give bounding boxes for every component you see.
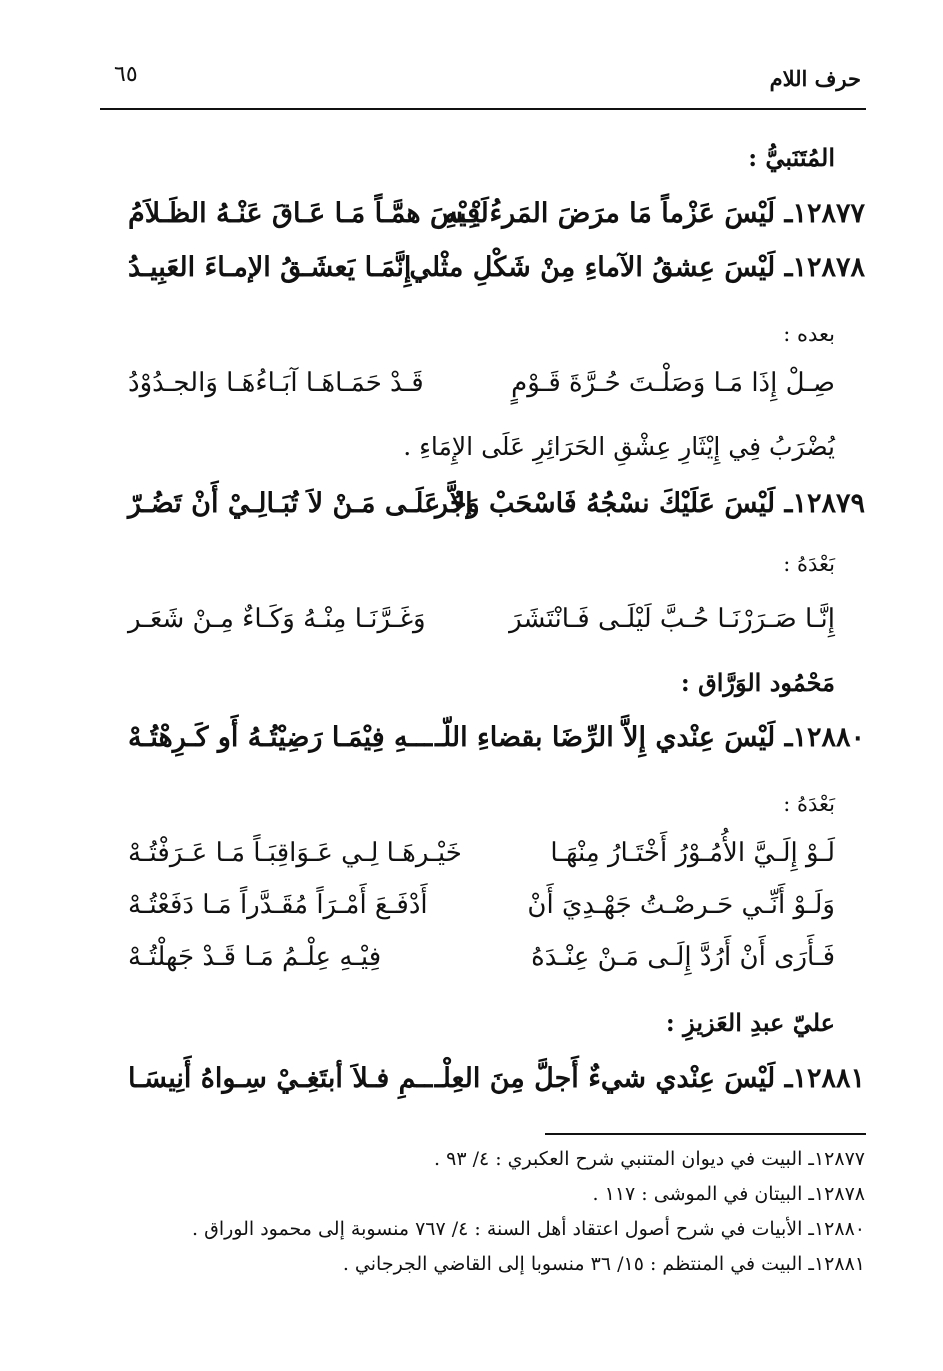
verse-12880-second-hemistich: ـــهِ فِيْمَـا رَضِيْتُـهُ أَو كَـرِهْتُـهْ: [128, 722, 433, 753]
verse-12878-second-hemistich: إِنَّمَـا يَعشَـقُ الإمـاءَ العَبِيـدُ: [128, 252, 412, 283]
footnote-rule: [545, 1133, 866, 1135]
after-verse-3c-second-hemistich: فِيْـهِ عِلْـمُ مَـا قَـدْ جَهلْتُـهْ: [128, 942, 382, 972]
verse-12879-second-hemistich: إلاَّ عَلَـى مَـنْ لاَ تُبَـالِـيْ أَنْ تَضُـرّ: [128, 488, 473, 519]
after-label-1: بعده :: [783, 322, 835, 346]
running-header-title: حرف اللام: [769, 66, 861, 91]
footnote: ١٢٨٧٧ـ البيت في ديوان المتنبي شرح العكبري : ٤/ ٩٣ .: [434, 1148, 865, 1170]
verse-12878-first-hemistich: ١٢٨٧٨ـ لَيْسَ عِشقُ الآماءِ مِنْ شَكْلِ مثْلي: [409, 252, 865, 283]
after-verse-1-second-hemistich: قَـدْ حَمَـاهَـا آبَـاءُهَـا وَالجـدُوْدُ: [128, 368, 424, 398]
footnote: ١٢٨٨١ـ البيت في المنتظم : ١٥/ ٣٦ منسوبا إلى القاضي الجرجاني .: [342, 1253, 865, 1275]
after-label-3: بَعْدَهُ :: [783, 792, 835, 816]
after-verse-3a-second-hemistich: خَيْـرهَـا لِـي عَـوَاقِبَـاً مَـا عَـرَفْتُـهْ: [128, 838, 462, 868]
after-verse-3c-first-hemistich: فَـأَرَى أَنْ أَرُدَّ إِلَـى مَـنْ عِنْـدَهُ: [531, 942, 835, 972]
after-verse-1-first-hemistich: صِـلْ إِذَا مَـا وَصَلْـتَ حُـرَّةَ قَـوْمٍ: [511, 368, 835, 398]
verse-12880-first-hemistich: ١٢٨٨٠ـ لَيْسَ عِنْدي إِلاَّ الرِّضَا بقضاءِ اللّـ: [435, 722, 865, 753]
footnote: ١٢٨٨٠ـ الأبيات في شرح أصول اعتقاد أهل السنة : ٤/ ٧٦٧ منسوبة إلى محمود الوراق .: [192, 1218, 865, 1240]
page-number: ٦٥: [114, 62, 138, 87]
after-verse-3b-second-hemistich: أَدْفَـعَ أَمْـرَاً مُقَـدَّراً مَـا دَفَعْتُـهْ: [128, 890, 428, 920]
after-verse-2-first-hemistich: إِنَّـا صَـرَرْنَـا حُـبَّ لَيْلَـى فَـانْتَشَرَ: [509, 604, 835, 634]
verse-12877-second-hemistich: لَيْـسَ همَّـاً مَـا عَـاقَ عَنْـهُ الظَـلاَمُ: [128, 198, 489, 229]
verse-12877-first-hemistich: ١٢٨٧٧ـ لَيْسَ عَزْماً مَا مرَضَ المَرءُ فِيْهِ: [444, 198, 865, 229]
verse-12881-second-hemistich: ــمِ فـلاَ أبتَغِـيْ سِـواهُ أَنِيسَـا: [128, 1063, 433, 1094]
poet-name-ali: عليّ عبدِ العَزيزِ :: [665, 1008, 835, 1037]
poet-name-mutanabbi: المُتَنَبيُّ :: [748, 143, 835, 172]
after-verse-2-second-hemistich: وَغَـرَّنَـا مِنْـهُ وَكَـاءٌ مِـنْ شَعَـر: [128, 604, 426, 634]
after-label-2: بَعْدَهُ :: [783, 552, 835, 576]
after-verse-3a-first-hemistich: لَـوْ إِلَـيَّ الأُمُـوْرُ أَخْتَـارُ مِنْهَـا: [550, 838, 835, 868]
verse-12881-first-hemistich: ١٢٨٨١ـ لَيْسَ عِنْدي شيءٌ أَجلَّ مِنَ العِلْـ: [434, 1063, 865, 1094]
header-rule: [100, 108, 866, 110]
verse-12879-first-hemistich: ١٢٨٧٩ـ لَيْسَ عَلَيْكَ نسْجُهُ فَاسْحَبْ وَجُر: [434, 488, 865, 519]
poet-name-warraq: مَحْمُود الوَرَّاق :: [680, 668, 835, 697]
proverb-usage-note: يُضْرَبُ فِي إِيْثَارِ عِشْقِ الحَرَائِرِ عَلَى الإِمَاءِ .: [403, 432, 835, 461]
after-verse-3b-first-hemistich: وَلَـوْ أَنِّـي حَـرصْـتُ جَهْـدِيَ أَنْ: [527, 890, 835, 920]
footnote: ١٢٨٧٨ـ البيتان في الموشى : ١١٧ .: [592, 1183, 865, 1205]
